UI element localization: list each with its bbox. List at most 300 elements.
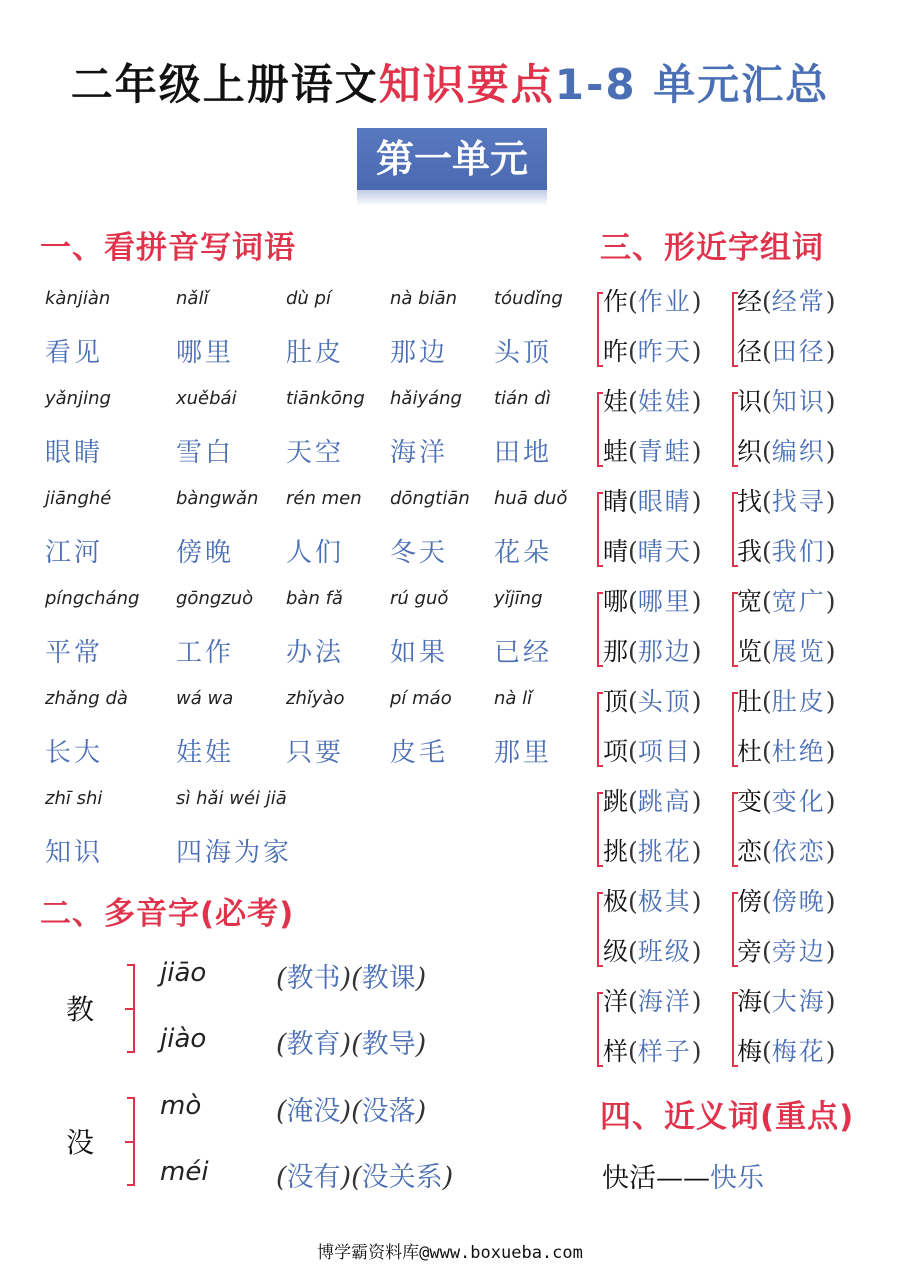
word-text: 眼睛 <box>45 438 104 468</box>
paren: ) <box>442 1162 454 1193</box>
similar-bracket <box>732 392 734 466</box>
similar-word: 梅花 <box>771 1037 826 1066</box>
similar-bracket-tick <box>732 292 738 294</box>
pinyin-text: wá wa <box>176 688 234 709</box>
paren: ( <box>628 287 638 316</box>
similar-word: 样子 <box>637 1037 692 1066</box>
similar-word: 宽广 <box>771 587 826 616</box>
similar-char: 宽 <box>737 587 763 616</box>
paren: ( <box>762 937 772 966</box>
paren: ( <box>628 637 638 666</box>
word-text: 长大 <box>45 738 104 768</box>
similar-char-item <box>737 732 836 768</box>
similar-bracket <box>732 292 734 366</box>
word-text: 办法 <box>286 638 345 668</box>
similar-char: 极 <box>603 887 629 916</box>
word-text: 如果 <box>390 638 449 668</box>
polyphone-word: 教书 <box>286 963 341 994</box>
paren: ( <box>628 337 638 366</box>
polyphone-words <box>276 1155 453 1194</box>
similar-bracket-tick <box>732 965 738 967</box>
polyphone-words <box>276 956 426 995</box>
similar-bracket <box>597 292 599 366</box>
similar-word: 晴天 <box>637 537 692 566</box>
paren: ) <box>825 687 836 716</box>
similar-char-item <box>603 632 702 668</box>
word-text: 肚皮 <box>286 338 345 368</box>
paren: ( <box>628 887 638 916</box>
title-part-grade: 二年级上册语文 <box>70 60 379 109</box>
similar-bracket-tick <box>732 1065 738 1067</box>
word-text: 工作 <box>176 638 235 668</box>
paren: ) <box>691 737 702 766</box>
paren: ) <box>415 963 427 994</box>
paren: ( <box>762 387 772 416</box>
similar-word: 海洋 <box>637 987 692 1016</box>
word-text: 傍晚 <box>176 538 235 568</box>
similar-bracket-tick <box>597 792 603 794</box>
polyphone-word: 教育 <box>286 1029 341 1060</box>
paren: ) <box>691 787 702 816</box>
similar-bracket-tick <box>732 492 738 494</box>
similar-bracket-tick <box>597 565 603 567</box>
polyphone-words <box>276 1089 426 1128</box>
similar-word: 班级 <box>637 937 692 966</box>
similar-char-item <box>603 832 702 868</box>
similar-bracket-tick <box>597 292 603 294</box>
similar-word: 知识 <box>771 387 826 416</box>
paren: ) <box>415 1029 427 1060</box>
paren: ) <box>691 437 702 466</box>
similar-char: 蛙 <box>603 437 629 466</box>
similar-char: 经 <box>737 287 763 316</box>
paren: ) <box>691 287 702 316</box>
polyphone-bracket <box>133 964 135 1052</box>
similar-char: 挑 <box>603 837 629 866</box>
similar-char: 哪 <box>603 587 629 616</box>
similar-bracket-tick <box>597 492 603 494</box>
pinyin-text: yǎnjing <box>45 388 111 409</box>
similar-char: 级 <box>603 937 629 966</box>
polyphone-bracket-tick <box>127 1184 135 1186</box>
similar-char-item <box>603 582 702 618</box>
paren: ( <box>628 787 638 816</box>
similar-char-item <box>737 482 836 518</box>
similar-bracket-tick <box>732 592 738 594</box>
similar-bracket-tick <box>597 665 603 667</box>
polyphone-bracket-tick <box>127 1097 135 1099</box>
footer-watermark: 博学霸资料库@www.boxueba.com <box>317 1243 583 1263</box>
similar-word: 哪里 <box>637 587 692 616</box>
paren: ) <box>691 687 702 716</box>
similar-bracket-tick <box>732 792 738 794</box>
word-text: 那边 <box>390 338 449 368</box>
similar-bracket-tick <box>732 892 738 894</box>
similar-char-item <box>737 432 836 468</box>
paren: ( <box>628 687 638 716</box>
similar-bracket-tick <box>597 965 603 967</box>
unit-banner <box>357 128 547 206</box>
paren: ) <box>691 337 702 366</box>
similar-char-item <box>737 332 836 368</box>
paren: ( <box>762 337 772 366</box>
similar-bracket-tick <box>732 865 738 867</box>
similar-word: 依恋 <box>771 837 826 866</box>
polyphone-char: 没 <box>66 1126 95 1159</box>
pinyin-text: pí máo <box>390 688 452 709</box>
similar-char: 恋 <box>737 837 763 866</box>
similar-char: 织 <box>737 437 763 466</box>
similar-char: 览 <box>737 637 763 666</box>
paren: ) <box>691 1037 702 1066</box>
pinyin-text: zhī shi <box>45 788 103 809</box>
similar-bracket-tick <box>597 992 603 994</box>
paren: ) <box>825 887 836 916</box>
polyphone-word: 没关系 <box>361 1162 443 1193</box>
paren: ( <box>762 987 772 1016</box>
pinyin-text: yǐjīng <box>494 588 543 609</box>
polyphone-word: 淹没 <box>286 1096 341 1127</box>
similar-word: 头顶 <box>637 687 692 716</box>
paren: ( <box>762 537 772 566</box>
similar-char-item <box>737 282 836 318</box>
paren: ( <box>762 837 772 866</box>
similar-bracket <box>732 892 734 966</box>
title-part-units: 1-8 单元汇总 <box>554 60 830 109</box>
paren: ( <box>628 937 638 966</box>
paren: ( <box>628 1037 638 1066</box>
polyphone-word: 教课 <box>361 963 416 994</box>
page-title <box>0 52 900 112</box>
similar-char: 我 <box>737 537 763 566</box>
paren: ) <box>691 637 702 666</box>
paren: ( <box>762 587 772 616</box>
similar-char: 顶 <box>603 687 629 716</box>
paren: ( <box>628 837 638 866</box>
paren: ( <box>276 1096 287 1127</box>
pinyin-text: bàngwǎn <box>176 488 259 509</box>
word-text: 头顶 <box>494 338 553 368</box>
polyphone-char: 教 <box>66 993 95 1026</box>
title-part-points: 知识要点 <box>378 60 555 109</box>
synonym-word-b: 快乐 <box>710 1163 764 1194</box>
polyphone-bracket-tick <box>127 1051 135 1053</box>
similar-word: 编织 <box>771 437 826 466</box>
pinyin-text: nà lǐ <box>494 688 533 709</box>
paren: )( <box>340 963 362 994</box>
similar-char: 找 <box>737 487 763 516</box>
similar-bracket <box>597 592 599 666</box>
similar-char: 作 <box>603 287 629 316</box>
similar-char: 娃 <box>603 387 629 416</box>
word-text: 已经 <box>494 638 553 668</box>
similar-char: 傍 <box>737 887 763 916</box>
paren: ) <box>825 587 836 616</box>
pinyin-text: nà biān <box>390 288 458 309</box>
section-title-pinyin: 一、看拼音写词语 <box>40 230 296 266</box>
pinyin-text: zhǎng dà <box>45 688 128 709</box>
paren: ( <box>762 1037 772 1066</box>
word-text: 海洋 <box>390 438 449 468</box>
paren: ( <box>628 387 638 416</box>
similar-bracket <box>597 392 599 466</box>
similar-char: 旁 <box>737 937 763 966</box>
similar-bracket <box>732 792 734 866</box>
similar-char: 径 <box>737 337 763 366</box>
similar-bracket <box>732 692 734 766</box>
similar-word: 娃娃 <box>637 387 692 416</box>
paren: ) <box>825 987 836 1016</box>
similar-char: 肚 <box>737 687 763 716</box>
word-text: 皮毛 <box>390 738 449 768</box>
pinyin-text: dōngtiān <box>390 488 470 509</box>
similar-char-item <box>737 832 836 868</box>
paren: ) <box>691 537 702 566</box>
pinyin-text: píngcháng <box>45 588 140 609</box>
similar-word: 青蛙 <box>637 437 692 466</box>
section-title-polyphones: 二、多音字(必考) <box>40 896 295 932</box>
paren: ( <box>762 287 772 316</box>
word-text: 田地 <box>494 438 553 468</box>
similar-word: 旁边 <box>771 937 826 966</box>
similar-bracket-tick <box>732 365 738 367</box>
similar-char-item <box>603 932 702 968</box>
paren: ) <box>825 387 836 416</box>
similar-char: 样 <box>603 1037 629 1066</box>
similar-bracket-tick <box>732 765 738 767</box>
similar-char-item <box>603 482 702 518</box>
similar-word: 我们 <box>771 537 826 566</box>
paren: ) <box>691 837 702 866</box>
similar-word: 肚皮 <box>771 687 826 716</box>
similar-bracket <box>597 492 599 566</box>
paren: ) <box>691 987 702 1016</box>
similar-char-item <box>603 382 702 418</box>
similar-word: 田径 <box>771 337 826 366</box>
word-text: 只要 <box>286 738 345 768</box>
pinyin-text: xuěbái <box>176 388 237 409</box>
word-text: 那里 <box>494 738 553 768</box>
similar-bracket-tick <box>732 565 738 567</box>
polyphone-words <box>276 1022 426 1061</box>
similar-word: 项目 <box>637 737 692 766</box>
similar-bracket-tick <box>732 665 738 667</box>
polyphone-bracket <box>133 1097 135 1185</box>
paren: ) <box>825 937 836 966</box>
paren: ( <box>628 487 638 516</box>
word-text: 看见 <box>45 338 104 368</box>
word-text: 雪白 <box>176 438 235 468</box>
word-text: 人们 <box>286 538 345 568</box>
similar-char-item <box>737 982 836 1018</box>
paren: ( <box>762 637 772 666</box>
similar-char-item <box>603 1032 702 1068</box>
similar-word: 展览 <box>771 637 826 666</box>
pinyin-text: tián dì <box>494 388 551 409</box>
similar-bracket-tick <box>597 865 603 867</box>
paren: )( <box>340 1162 362 1193</box>
similar-char-item <box>603 332 702 368</box>
paren: ( <box>276 1029 287 1060</box>
paren: ) <box>691 937 702 966</box>
paren: ) <box>825 287 836 316</box>
pinyin-text: bàn fǎ <box>286 588 343 609</box>
similar-word: 昨天 <box>637 337 692 366</box>
similar-char: 海 <box>737 987 763 1016</box>
paren: ) <box>825 787 836 816</box>
similar-bracket <box>732 592 734 666</box>
paren: ( <box>628 537 638 566</box>
similar-bracket-tick <box>597 592 603 594</box>
word-text: 冬天 <box>390 538 449 568</box>
unit-label: 第一单元 <box>357 128 547 190</box>
paren: ) <box>825 737 836 766</box>
polyphone-bracket-tick <box>125 1141 133 1143</box>
similar-char: 洋 <box>603 987 629 1016</box>
similar-char-item <box>737 932 836 968</box>
pinyin-text: rén men <box>286 488 362 509</box>
similar-bracket <box>732 492 734 566</box>
paren: ) <box>691 387 702 416</box>
similar-bracket <box>732 992 734 1066</box>
polyphone-pinyin: jiāo <box>160 958 207 988</box>
similar-char-item <box>737 1032 836 1068</box>
similar-char-item <box>737 382 836 418</box>
similar-bracket <box>597 792 599 866</box>
similar-bracket-tick <box>732 692 738 694</box>
similar-char: 跳 <box>603 787 629 816</box>
paren: ( <box>628 987 638 1016</box>
paren: ( <box>762 787 772 816</box>
similar-char: 变 <box>737 787 763 816</box>
word-text: 天空 <box>286 438 345 468</box>
paren: ) <box>825 437 836 466</box>
synonym-item <box>602 1156 764 1195</box>
similar-bracket-tick <box>732 465 738 467</box>
paren: ( <box>276 963 287 994</box>
paren: ) <box>825 837 836 866</box>
paren: ) <box>691 887 702 916</box>
word-text: 花朵 <box>494 538 553 568</box>
polyphone-bracket-tick <box>127 964 135 966</box>
similar-bracket-tick <box>597 392 603 394</box>
word-text: 四海为家 <box>176 838 293 868</box>
similar-word: 经常 <box>771 287 826 316</box>
paren: ) <box>825 637 836 666</box>
polyphone-word: 没有 <box>286 1162 341 1193</box>
section-title-similar-chars: 三、形近字组词 <box>600 230 824 266</box>
similar-bracket <box>597 692 599 766</box>
word-text: 平常 <box>45 638 104 668</box>
polyphone-bracket-tick <box>125 1008 133 1010</box>
similar-word: 大海 <box>771 987 826 1016</box>
similar-word: 变化 <box>771 787 826 816</box>
pinyin-text: jiānghé <box>45 488 112 509</box>
paren: ) <box>415 1096 427 1127</box>
paren: ( <box>628 587 638 616</box>
paren: ( <box>762 887 772 916</box>
synonym-dash: —— <box>656 1163 710 1194</box>
similar-word: 挑花 <box>637 837 692 866</box>
similar-word: 找寻 <box>771 487 826 516</box>
similar-bracket-tick <box>597 465 603 467</box>
pinyin-text: gōngzuò <box>176 588 254 609</box>
similar-bracket-tick <box>597 692 603 694</box>
similar-bracket-tick <box>732 992 738 994</box>
section-title-synonyms: 四、近义词(重点) <box>600 1099 855 1135</box>
pinyin-text: rú guǒ <box>390 588 449 609</box>
paren: ) <box>825 337 836 366</box>
similar-char-item <box>603 982 702 1018</box>
similar-word: 作业 <box>637 287 692 316</box>
unit-banner-reflection <box>357 190 547 206</box>
pinyin-text: sì hǎi wéi jiā <box>176 788 287 809</box>
similar-char-item <box>603 782 702 818</box>
pinyin-text: zhǐyào <box>286 688 345 709</box>
paren: ( <box>628 437 638 466</box>
similar-word: 极其 <box>637 887 692 916</box>
polyphone-word: 没落 <box>361 1096 416 1127</box>
similar-char-item <box>603 682 702 718</box>
similar-char: 睛 <box>603 487 629 516</box>
polyphone-word: 教导 <box>361 1029 416 1060</box>
paren: ( <box>628 737 638 766</box>
pinyin-text: dù pí <box>286 288 331 309</box>
similar-bracket <box>597 992 599 1066</box>
similar-word: 杜绝 <box>771 737 826 766</box>
similar-char-item <box>603 282 702 318</box>
pinyin-text: hǎiyáng <box>390 388 462 409</box>
synonym-word-a: 快活 <box>602 1163 656 1194</box>
pinyin-text: huā duǒ <box>494 488 568 509</box>
paren: ) <box>825 1037 836 1066</box>
paren: ( <box>276 1162 287 1193</box>
polyphone-pinyin: méi <box>160 1157 209 1187</box>
similar-bracket-tick <box>732 392 738 394</box>
polyphone-pinyin: jiào <box>160 1024 207 1054</box>
similar-char-item <box>737 782 836 818</box>
similar-char-item <box>603 732 702 768</box>
word-text: 知识 <box>45 838 104 868</box>
paren: ( <box>762 687 772 716</box>
similar-char-item <box>737 882 836 918</box>
similar-bracket-tick <box>597 892 603 894</box>
paren: ) <box>691 587 702 616</box>
word-text: 江河 <box>45 538 104 568</box>
similar-char: 那 <box>603 637 629 666</box>
similar-char-item <box>603 882 702 918</box>
pinyin-text: kànjiàn <box>45 288 111 309</box>
similar-char-item <box>737 532 836 568</box>
paren: ( <box>762 737 772 766</box>
similar-char: 梅 <box>737 1037 763 1066</box>
word-text: 娃娃 <box>176 738 235 768</box>
similar-char: 晴 <box>603 537 629 566</box>
similar-char-item <box>737 582 836 618</box>
word-text: 哪里 <box>176 338 235 368</box>
similar-word: 傍晚 <box>771 887 826 916</box>
pinyin-text: nǎlǐ <box>176 288 209 309</box>
similar-char-item <box>603 532 702 568</box>
similar-char-item <box>737 682 836 718</box>
similar-word: 跳高 <box>637 787 692 816</box>
paren: )( <box>340 1029 362 1060</box>
paren: )( <box>340 1096 362 1127</box>
similar-word: 眼睛 <box>637 487 692 516</box>
similar-char: 项 <box>603 737 629 766</box>
paren: ( <box>762 437 772 466</box>
similar-bracket <box>597 892 599 966</box>
